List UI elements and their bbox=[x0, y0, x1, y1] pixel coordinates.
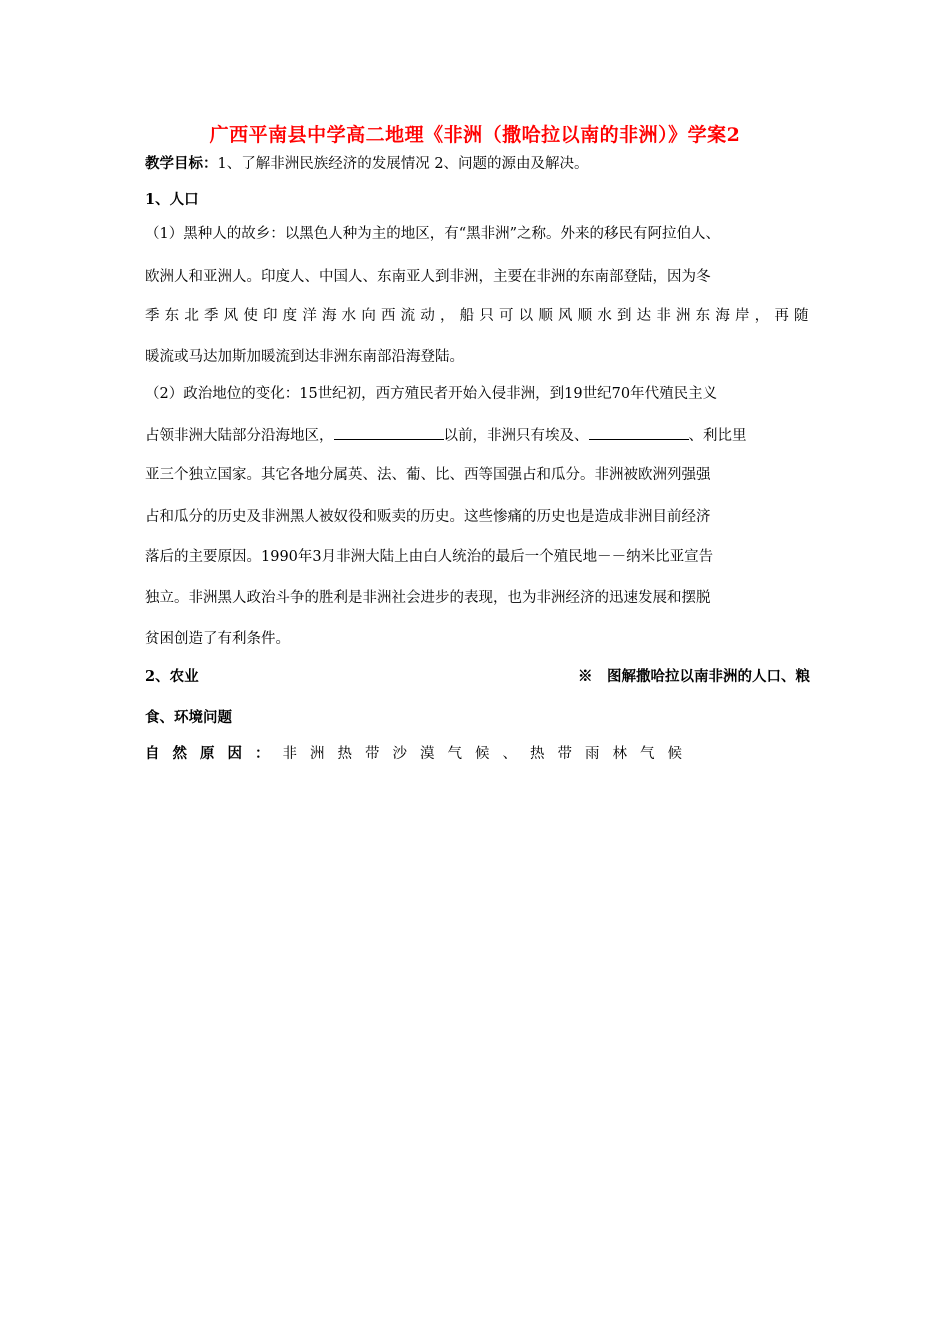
natural-causes-label: 自然原因： bbox=[145, 745, 283, 762]
section-1-heading: 1、人口 bbox=[145, 191, 199, 208]
p2-line-1: （2）政治地位的变化：15世纪初，西方殖民者开始入侵非洲，到19世纪70年代殖民主义 bbox=[145, 386, 718, 402]
section-2-heading: 2、农业 bbox=[145, 668, 199, 685]
p2-line-5: 落后的主要原因。1990年3月非洲大陆上由白人统治的最后一个殖民地－－纳米比亚宣告 bbox=[145, 549, 714, 565]
p2-line-2-part-a: 占领非洲大陆部分沿海地区， bbox=[145, 428, 334, 444]
p1-line-2: 欧洲人和亚洲人。印度人、中国人、东南亚人到非洲，主要在非洲的东南部登陆，因为冬 bbox=[145, 269, 711, 285]
document-title: 广西平南县中学高二地理《非洲（撒哈拉以南的非洲）》学案2 bbox=[209, 124, 741, 146]
p2-line-2-part-c: 、利比里 bbox=[688, 428, 747, 444]
p2-line-2 bbox=[145, 424, 810, 445]
fill-in-blank-2[interactable] bbox=[589, 425, 689, 440]
natural-causes-text: 非洲热带沙漠气候、热带雨林气候 bbox=[282, 746, 695, 762]
p1-line-3: 季东北季风使印度洋海水向西流动，船只可以顺风顺水到达非洲东海岸，再随 bbox=[145, 308, 810, 324]
p1-line-1: （1）黑种人的故乡：以黑色人种为主的地区，有“黑非洲”之称。外来的移民有阿拉伯人、 bbox=[145, 226, 721, 242]
objective-text: 1、了解非洲民族经济的发展情况 2、问题的源由及解决。 bbox=[217, 156, 589, 172]
p2-line-7: 贫困创造了有利条件。 bbox=[145, 631, 290, 647]
p2-line-2-part-b: 以前，非洲只有埃及、 bbox=[443, 428, 589, 444]
p2-line-3: 亚三个独立国家。其它各地分属英、法、葡、比、西等国强占和瓜分。非洲被欧洲列强强 bbox=[145, 467, 711, 483]
section-2-diagram-note: ※ 图解撒哈拉以南非洲的人口、粮 bbox=[578, 668, 810, 685]
fill-in-blank-1[interactable] bbox=[334, 425, 444, 440]
section-2-row bbox=[145, 665, 810, 686]
teaching-objective bbox=[145, 152, 810, 173]
p1-line-4: 暖流或马达加斯加暖流到达非洲东南部沿海登陆。 bbox=[145, 349, 464, 365]
p2-line-4: 占和瓜分的历史及非洲黑人被奴役和贩卖的历史。这些惨痛的历史也是造成非洲目前经济 bbox=[145, 509, 711, 525]
section-2-continuation: 食、环境问题 bbox=[145, 709, 232, 726]
natural-causes-line bbox=[145, 742, 810, 763]
objective-label: 教学目标： bbox=[145, 155, 218, 172]
p2-line-6: 独立。非洲黑人政治斗争的胜利是非洲社会进步的表现，也为非洲经济的迅速发展和摆脱 bbox=[145, 590, 711, 606]
